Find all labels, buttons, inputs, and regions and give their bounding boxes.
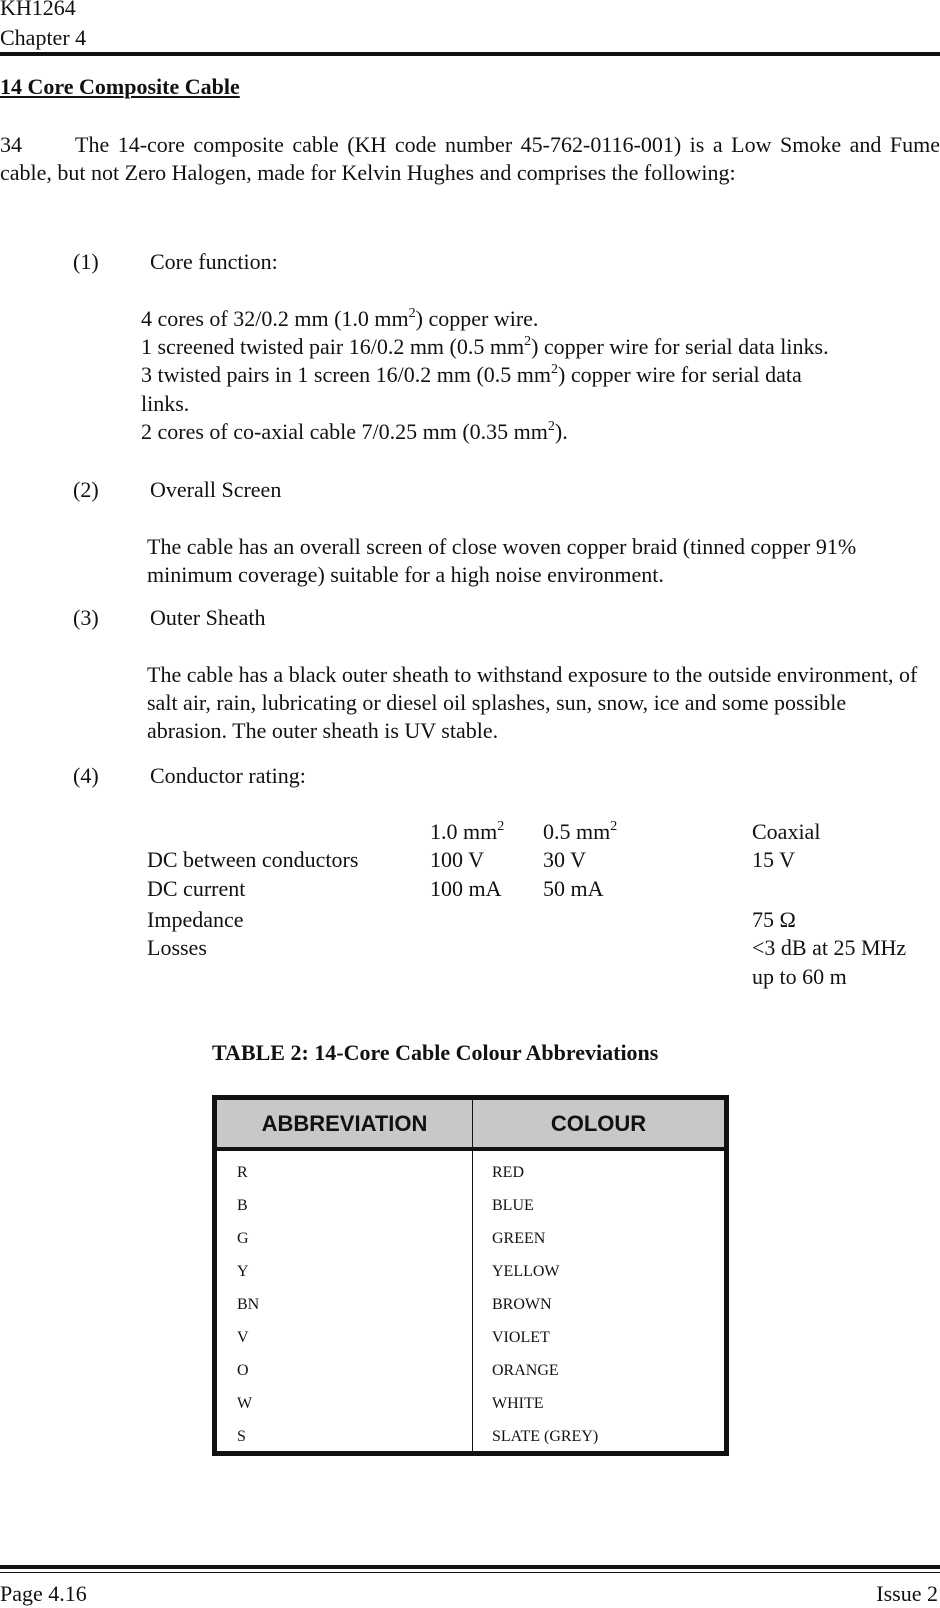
colour-cell: WHITE [492, 1395, 544, 1412]
item-title: Conductor rating: [150, 763, 306, 788]
footer-rule [0, 1565, 940, 1569]
rating-cell: up to 60 m [752, 964, 847, 989]
rating-column-header: 0.5 $mm^2$ [543, 819, 618, 844]
colour-abbreviation-table [212, 1095, 729, 1456]
abbreviation-cell: Y [237, 1263, 249, 1280]
table-row [217, 1255, 724, 1288]
abbreviation-cell: V [237, 1329, 249, 1346]
abbreviation-cell: R [237, 1164, 248, 1181]
abbreviation-cell: B [237, 1197, 248, 1214]
item-text: The cable has a black outer sheath to withstand exposure to the outside environment, of salt air, rain, lubricating or diesel oil splashes, sun, snow, ice and some possible abrasion. The outer sheath is UV stable. [147, 662, 918, 743]
rating-column-header: 1.0 $mm^2$ [430, 819, 505, 844]
issue-label: Issue 2 [876, 1581, 938, 1606]
paragraph-text: The 14-core composite cable (KH code number 45-762-0116-001) is a Low Smoke and Fume cable, but not Zero Halogen, made for Kelvin Hughes and comprises the following: [0, 132, 940, 185]
rating-column-header: Coaxial [752, 819, 821, 844]
rating-row-label: DC current [147, 876, 246, 901]
item-number: (1) [73, 249, 99, 274]
rating-cell: 30 V [543, 847, 586, 872]
abbreviation-cell: BN [237, 1296, 260, 1313]
table-row [217, 1354, 724, 1387]
table-row [217, 1387, 724, 1420]
item-number: (4) [73, 763, 99, 788]
table-row [217, 1222, 724, 1255]
rating-cell: <3 dB at 25 MHz [752, 935, 907, 960]
rating-cell: 50 mA [543, 876, 604, 901]
item-number: (3) [73, 605, 99, 630]
item-title: Outer Sheath [150, 605, 266, 630]
table-header-row [217, 1100, 724, 1151]
colour-cell: RED [492, 1164, 524, 1181]
abbreviation-cell: O [237, 1362, 249, 1379]
core-line: 2 cores of co-axial cable 7/0.25 mm (0.35 $mm^2$). [141, 419, 568, 444]
document-code: KH1264 [0, 0, 76, 20]
colour-cell: YELLOW [492, 1263, 560, 1280]
table-row [217, 1288, 724, 1321]
footer-rule-thin [0, 1572, 940, 1573]
colour-cell: GREEN [492, 1230, 546, 1247]
paragraph-number: 34 [0, 132, 22, 157]
table-row [217, 1420, 724, 1453]
colour-cell: ORANGE [492, 1362, 559, 1379]
colour-cell: SLATE (GREY) [492, 1428, 599, 1445]
item-text: The cable has an overall screen of close woven copper braid (tinned copper 91% minimum coverage) suitable for a high noise environment. [147, 534, 857, 587]
colour-cell: BROWN [492, 1296, 552, 1313]
core-line: 4 cores of 32/0.2 mm (1.0 $mm^2$) copper wire. [141, 306, 539, 331]
rating-cell: 15 V [752, 847, 795, 872]
rating-row-label: DC between conductors [147, 847, 359, 872]
table-row [217, 1156, 724, 1189]
item-title: Overall Screen [150, 477, 282, 502]
colour-cell: VIOLET [492, 1329, 550, 1346]
rating-cell: 75 Ω [752, 907, 796, 932]
column-header-colour: COLOUR [550, 1111, 647, 1136]
rating-cell: 100 mA [430, 876, 502, 901]
rating-row-label: Losses [147, 935, 207, 960]
table-row [217, 1321, 724, 1354]
item-title: Core function: [150, 249, 278, 274]
column-header-abbreviation: ABBREVIATION [261, 1111, 428, 1136]
item-number: (2) [73, 477, 99, 502]
core-line: links. [141, 391, 190, 416]
page-number: Page 4.16 [0, 1581, 87, 1606]
core-line: 1 screened twisted pair 16/0.2 mm (0.5 $mm^2$) copper wire for serial data links. [141, 334, 829, 359]
table-row [217, 1189, 724, 1222]
abbreviation-cell: S [237, 1428, 246, 1445]
abbreviation-cell: G [237, 1230, 249, 1247]
table-caption: TABLE 2: 14-Core Cable Colour Abbreviations [212, 1040, 659, 1065]
colour-cell: BLUE [492, 1197, 534, 1214]
core-line: 3 twisted pairs in 1 screen 16/0.2 mm (0.5 $mm^2$) copper wire for serial data [141, 362, 802, 387]
rating-cell: 100 V [430, 847, 484, 872]
rating-row-label: Impedance [147, 907, 244, 932]
chapter-label: Chapter 4 [0, 25, 87, 50]
section-title: 14 Core Composite Cable [0, 74, 240, 99]
header-rule [0, 52, 940, 56]
abbreviation-cell: W [237, 1395, 253, 1412]
